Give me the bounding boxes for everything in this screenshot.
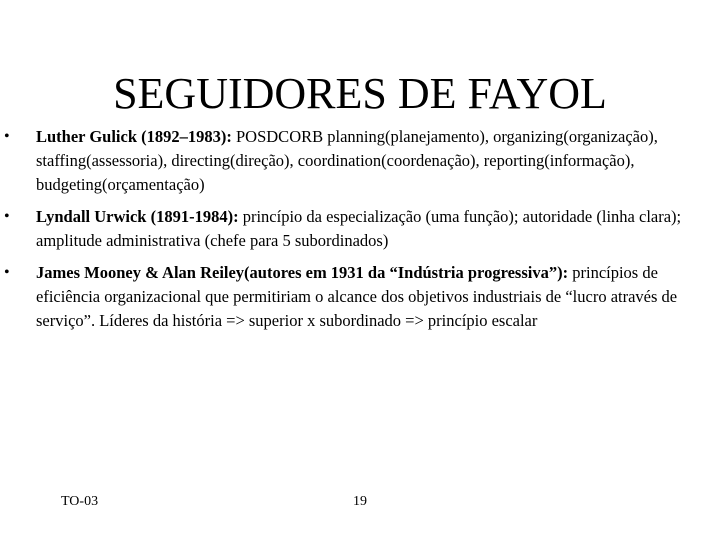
bullet-item-mooney-reiley	[4, 261, 694, 333]
bullet-marker: •	[4, 264, 10, 281]
bullet-marker: •	[4, 128, 10, 145]
bullet-marker: •	[4, 208, 10, 225]
bullet-list	[4, 125, 694, 341]
bullet-author: Luther Gulick (1892–1983):	[36, 127, 232, 146]
footer-code: TO-03	[61, 494, 99, 509]
page-number: 19	[353, 494, 367, 509]
bullet-author: Lyndall Urwick (1891-1984):	[36, 207, 239, 226]
bullet-item-gulick	[4, 125, 694, 197]
bullet-item-urwick	[4, 205, 694, 253]
bullet-text: POSDCORB planning(planejamento), organizing(organização), staffing(assessoria), directing(direção), coordination(coordenação), reporting(informação), budgeting(orçamentação)	[36, 127, 658, 194]
slide-title: SEGUIDORES DE FAYOL	[113, 69, 607, 118]
bullet-text: princípios de eficiência organizacional que permitiriam o alcance dos objetivos industriais de “lucro através de serviço”. Líderes da história => superior x subordinado => princípio escalar	[36, 263, 678, 330]
bullet-text: princípio da especialização (uma função); autoridade (linha clara); amplitude administrativa (chefe para 5 subordinados)	[36, 207, 682, 250]
bullet-author: James Mooney & Alan Reiley(autores em 1931 da “Indústria progressiva”):	[36, 263, 569, 282]
